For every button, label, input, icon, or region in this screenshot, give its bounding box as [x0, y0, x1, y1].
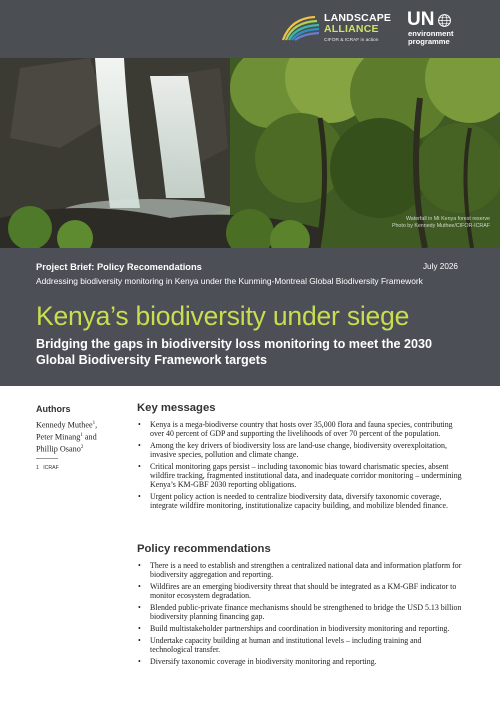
photo-credit	[392, 216, 490, 230]
unep-line-2: programme	[408, 37, 450, 47]
author-separator: and	[82, 432, 97, 442]
header-bar	[0, 0, 500, 58]
photo-credit-line-1: Waterfall in Mt Kenya forest reserve	[406, 216, 490, 222]
landscape-alliance-swirl-icon	[281, 14, 321, 42]
logo-wordmark	[324, 13, 391, 35]
key-message-item: • Critical monitoring gaps persist – including taxonomic bias toward charismatic species, absent wildfire tracking, fragmented institutional data, and inadequate corridor monitoring – undermining Kenya’s KM-GBF 2030 reporting obligations.	[137, 462, 462, 490]
affiliation-marker: 1	[36, 465, 39, 471]
brief-subheading: Addressing biodiversity monitoring in Kenya under the Kunming-Montreal Global Biodiversity Framework	[36, 276, 423, 286]
affiliation-name: ICRAF	[43, 465, 59, 471]
author-name: Kennedy Muthee	[36, 420, 93, 430]
brief-date: July 2026	[422, 262, 458, 271]
author-affiliation-marker: 1	[92, 421, 96, 426]
policy-item: • Wildfires are an emerging biodiversity threat that should be integrated as a KM-GBF indicator to monitor ecosystem degradation.	[137, 582, 462, 600]
authors-list	[36, 419, 126, 456]
photo-credit-line-2: Photo by Kennedy Muthee/CIFOR-ICRAF	[391, 223, 490, 229]
key-message-item: • Urgent policy action is needed to centralize biodiversity data, diversify taxonomic coverage, integrate wildfire monitoring, institutionalize capacity building, and mobilize blended finance.	[137, 492, 462, 510]
authors-heading: Authors	[36, 404, 71, 414]
logo-line-1: LANDSCAPE	[324, 12, 392, 24]
author-affiliation-marker: 1	[80, 433, 83, 439]
policy-item: • There is a need to establish and strengthen a centralized national data and information platform for biodiversity aggregation and reporting.	[137, 561, 462, 579]
page-title: Kenya’s biodiversity under siege	[36, 301, 410, 331]
key-messages-list	[137, 420, 462, 513]
unep-subtitle	[408, 30, 454, 47]
page-subtitle: Bridging the gaps in biodiversity loss monitoring to meet the 2030 Global Biodiversity Framework targets	[36, 337, 433, 367]
affiliation-divider	[36, 458, 58, 459]
landscape-alliance-logo	[281, 12, 401, 48]
policy-item: • Undertake capacity building at human and institutional levels – including training and technological transfer.	[137, 636, 462, 654]
author-affiliation-marker: 2	[80, 445, 84, 451]
logo-tagline: CIFOR & ICRAF in action	[324, 38, 379, 43]
policy-recommendations-list	[137, 561, 462, 669]
brief-label: Project Brief: Policy Recomendations	[36, 262, 202, 272]
policy-recommendations-heading: Policy recommendations	[137, 543, 271, 555]
logo-line-2: ALLIANCE	[324, 23, 379, 35]
unep-logo	[407, 10, 487, 52]
policy-item: • Diversify taxonomic coverage in biodiversity monitoring and reporting.	[137, 657, 462, 666]
unep-line-1: environment	[408, 29, 454, 38]
key-message-item: • Kenya is a mega-biodiverse country that hosts over 35,000 flora and fauna species, contributing over 40 percent of GDP and supporting the livelihoods of over 70 percent of the population.	[137, 420, 462, 438]
unep-un-text: UN	[407, 9, 435, 30]
key-message-item: • Among the key drivers of biodiversity loss are land-use change, biodiversity overexploitation, invasive species, pollution and climate change.	[137, 441, 462, 459]
affiliation-note	[36, 465, 59, 471]
author-name: Peter Minang	[36, 432, 81, 442]
author-separator: ,	[95, 420, 98, 430]
un-globe-icon	[437, 13, 452, 28]
policy-item: • Blended public-private finance mechanisms should be strengthened to bridge the USD 5.13 billion biodiversity planning financing gap.	[137, 603, 462, 621]
author-name: Phillip Osano	[36, 445, 81, 455]
policy-item: • Build multistakeholder partnerships and coordination in biodiversity monitoring and reporting.	[137, 624, 462, 633]
key-messages-heading: Key messages	[137, 402, 216, 414]
